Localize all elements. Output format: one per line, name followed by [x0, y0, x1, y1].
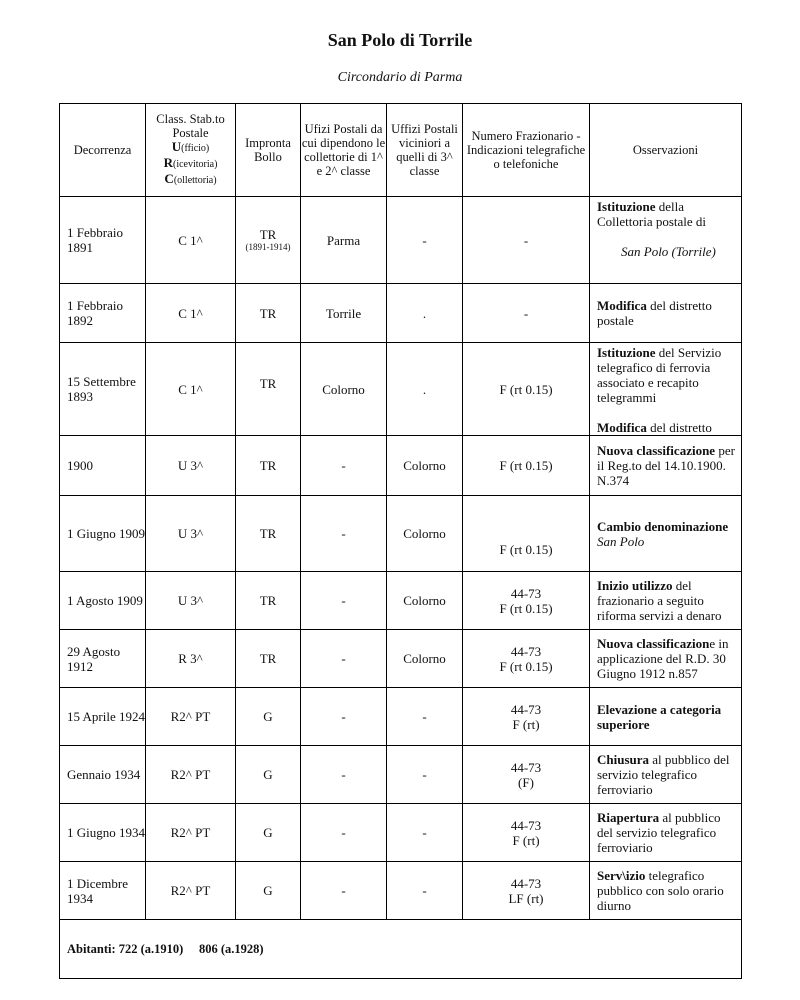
cell-ufizi: [301, 343, 387, 436]
cell-classe: [146, 804, 236, 862]
cell-decorrenza: [60, 197, 146, 284]
header-classe-u: [146, 140, 235, 156]
obs-text: telegrafico pubblico con solo orario diurno: [597, 868, 724, 913]
cell-uffizi: [387, 746, 463, 804]
cell-classe: [146, 284, 236, 343]
cell-osservazioni: [590, 343, 742, 436]
cell-ufizi: [301, 496, 387, 572]
cell-classe: [146, 197, 236, 284]
header-classe-r-rest: (icevitoria): [172, 159, 218, 170]
impronta-text: TR: [259, 227, 277, 242]
table-body: [60, 197, 742, 920]
table-row: [60, 862, 742, 920]
obs-text: e in applicazione del R.D. 30 Giugno 1912 n.857: [597, 636, 729, 681]
classe-text: R 3^: [178, 651, 203, 666]
numero-line1: 44-73: [510, 817, 542, 833]
table-row: [60, 572, 742, 630]
header-numero: Numero Frazionario - Indicazioni telegrafiche o telefoniche: [463, 104, 590, 197]
cell-ufizi: [301, 862, 387, 920]
ufizi-text: Colorno: [322, 381, 365, 397]
ufizi-text: -: [341, 883, 346, 898]
obs-bold-text: Nuova classificazione: [597, 443, 716, 458]
impronta-text: TR: [259, 526, 277, 541]
classe-text: U 3^: [177, 526, 204, 541]
numero-line1: 44-73: [510, 759, 542, 775]
cell-osservazioni: [590, 197, 742, 284]
impronta-note: (1891-1914): [245, 242, 291, 252]
obs-bold-text: Nuova classificazion: [597, 636, 710, 651]
obs-bold-text: Chiusura: [597, 752, 650, 767]
classe-text: R2^ PT: [170, 709, 211, 724]
header-classe-u-rest: (fficio): [181, 143, 210, 154]
cell-decorrenza: [60, 284, 146, 343]
cell-impronta: [236, 197, 301, 284]
obs-text: del Servizio telegrafico di ferrovia associato e recapito telegrammi: [597, 345, 722, 405]
header-osservazioni: Osservazioni: [590, 104, 742, 197]
cell-uffizi: [387, 284, 463, 343]
cell-numero: [463, 630, 590, 688]
header-classe: [146, 104, 236, 197]
page-subtitle: Circondario di Parma: [337, 70, 463, 85]
cell-decorrenza: [60, 688, 146, 746]
cell-osservazioni: [590, 496, 742, 572]
impronta-text: TR: [259, 593, 277, 608]
header-uffizi: Uffizi Postali viciniori a quelli di 3^ classe: [387, 104, 463, 197]
cell-classe: [146, 436, 236, 496]
numero-line1: 44-73: [510, 585, 542, 601]
cell-classe: [146, 572, 236, 630]
ufizi-text: -: [341, 458, 346, 473]
cell-numero: [463, 804, 590, 862]
numero-line1: -: [523, 305, 529, 321]
decorrenza-text: 1 Giugno 1934: [67, 825, 145, 840]
uffizi-text: .: [422, 381, 427, 397]
cell-uffizi: [387, 343, 463, 436]
obs-text-2: del distretto: [646, 420, 712, 435]
cell-impronta: [236, 436, 301, 496]
uffizi-text: Colorno: [403, 526, 446, 541]
decorrenza-text: 15 Settembre 1893: [67, 374, 136, 404]
cell-impronta: [236, 804, 301, 862]
cell-decorrenza: [60, 496, 146, 572]
ufizi-text: Parma: [326, 232, 361, 248]
cell-classe: [146, 862, 236, 920]
classe-text: R2^ PT: [170, 883, 211, 898]
uffizi-text: -: [422, 883, 427, 898]
uffizi-text: -: [422, 232, 427, 248]
header-classe-line1: Class. Stab.to: [156, 112, 225, 126]
obs-bold-text: Istituzione: [597, 345, 656, 360]
cell-numero: [463, 862, 590, 920]
cell-osservazioni: [590, 284, 742, 343]
obs-text: del frazionario a seguito riforma servizi a denaro: [597, 578, 722, 623]
obs-bold-text: Modifica: [597, 298, 647, 313]
footer-row: [60, 920, 742, 979]
header-classe-c: [146, 172, 235, 188]
cell-ufizi: [301, 804, 387, 862]
cell-uffizi: [387, 862, 463, 920]
ufizi-text: -: [341, 767, 346, 782]
cell-decorrenza: [60, 862, 146, 920]
uffizi-text: -: [422, 709, 427, 724]
obs-bold-text: Cambio denominazione: [597, 518, 729, 534]
impronta-text: TR: [259, 651, 277, 666]
cell-impronta: [236, 746, 301, 804]
cell-uffizi: [387, 496, 463, 572]
cell-impronta: [236, 630, 301, 688]
table-row: [60, 630, 742, 688]
obs-bold-text: Elevazione a categoria superiore: [597, 701, 722, 732]
cell-osservazioni: [590, 862, 742, 920]
ufizi-text: -: [341, 825, 346, 840]
cell-uffizi: [387, 197, 463, 284]
cell-impronta: [236, 572, 301, 630]
header-classe-c-letter: C: [164, 171, 174, 186]
decorrenza-text: 1 Agosto 1909: [67, 593, 143, 608]
cell-uffizi: [387, 436, 463, 496]
cell-uffizi: [387, 572, 463, 630]
uffizi-text: -: [422, 825, 427, 840]
cell-uffizi: [387, 804, 463, 862]
header-ufizi: Ufizi Postali da cui dipendono le collettorie di 1^ e 2^ classe: [301, 104, 387, 197]
numero-line1: 44-73: [510, 701, 542, 717]
ufizi-text: -: [341, 651, 346, 666]
abitanti-cell: [60, 920, 742, 979]
ufizi-text: -: [341, 526, 346, 541]
decorrenza-text: Gennaio 1934: [67, 767, 141, 782]
decorrenza-text: 15 Aprile 1924: [67, 709, 145, 724]
obs-text: della Collettoria postale di: [597, 199, 707, 229]
header-classe-c-rest: (ollettoria): [173, 175, 217, 186]
numero-line1: -: [523, 232, 529, 248]
decorrenza-text: 1900: [67, 458, 93, 473]
ufizi-text: -: [341, 593, 346, 608]
table-row: [60, 284, 742, 343]
obs-bold-text: Riapertura: [597, 810, 660, 825]
cell-classe: [146, 496, 236, 572]
numero-line2: F (rt): [512, 832, 540, 848]
cell-classe: [146, 343, 236, 436]
numero-line2: LF (rt): [508, 890, 544, 906]
impronta-text: G: [263, 825, 273, 840]
uffizi-text: Colorno: [403, 593, 446, 608]
cell-osservazioni: [590, 688, 742, 746]
decorrenza-text: 1 Febbraio 1892: [67, 298, 123, 328]
cell-osservazioni: [590, 804, 742, 862]
cell-numero: [463, 436, 590, 496]
cell-osservazioni: [590, 746, 742, 804]
table-row: [60, 746, 742, 804]
table-row: [60, 496, 742, 572]
impronta-text: TR: [259, 458, 277, 473]
cell-decorrenza: [60, 572, 146, 630]
ufizi-text: -: [341, 709, 346, 724]
cell-numero: [463, 197, 590, 284]
cell-osservazioni: [590, 630, 742, 688]
table-row: [60, 804, 742, 862]
table-row: [60, 436, 742, 496]
cell-ufizi: [301, 436, 387, 496]
header-classe-r: [146, 156, 235, 172]
classe-text: C 1^: [178, 381, 203, 397]
cell-numero: [463, 572, 590, 630]
obs-italic-text: San Polo (Torrile): [621, 244, 716, 259]
numero-line2: F (rt 0.15): [499, 600, 553, 616]
uffizi-text: -: [422, 767, 427, 782]
header-row: [60, 104, 742, 197]
cell-ufizi: [301, 572, 387, 630]
cell-decorrenza: [60, 630, 146, 688]
cell-impronta: [236, 343, 301, 436]
header-classe-r-letter: R: [163, 155, 173, 170]
numero-line1: F (rt 0.15): [499, 381, 553, 397]
uffizi-text: Colorno: [403, 458, 446, 473]
classe-text: R2^ PT: [170, 767, 211, 782]
cell-uffizi: [387, 630, 463, 688]
decorrenza-text: 1 Febbraio 1891: [67, 225, 123, 255]
obs-italic-text: San Polo: [597, 533, 645, 549]
decorrenza-text: 1 Giugno 1909: [67, 526, 145, 541]
uffizi-text: .: [422, 305, 427, 321]
obs-text: del distretto postale: [597, 298, 712, 328]
cell-numero: [463, 746, 590, 804]
cell-decorrenza: [60, 804, 146, 862]
table-row: [60, 343, 742, 436]
cell-decorrenza: [60, 436, 146, 496]
obs-bold-text: Istituzione: [597, 199, 656, 214]
classe-text: R2^ PT: [170, 825, 211, 840]
cell-impronta: [236, 862, 301, 920]
header-classe-line2: Postale: [172, 126, 209, 140]
classe-text: C 1^: [178, 305, 203, 321]
cell-osservazioni: [590, 436, 742, 496]
cell-decorrenza: [60, 343, 146, 436]
cell-classe: [146, 630, 236, 688]
cell-decorrenza: [60, 746, 146, 804]
numero-line1: F (rt 0.15): [499, 542, 553, 557]
numero-line2: F (rt 0.15): [499, 658, 553, 674]
cell-numero: [463, 284, 590, 343]
abitanti-1910: Abitanti: 722 (a.1910): [67, 941, 184, 956]
cell-numero: [463, 496, 590, 572]
table-row: [60, 688, 742, 746]
impronta-text: G: [263, 709, 273, 724]
cell-uffizi: [387, 688, 463, 746]
cell-ufizi: [301, 746, 387, 804]
abitanti-1928: 806 (a.1928): [198, 941, 264, 956]
impronta-text: TR: [259, 376, 277, 391]
table-row: [60, 197, 742, 284]
classe-text: C 1^: [178, 232, 203, 248]
history-table: [59, 103, 742, 979]
numero-line1: F (rt 0.15): [499, 458, 553, 473]
cell-impronta: [236, 688, 301, 746]
obs-bold-text: Inizio utilizzo: [597, 578, 673, 593]
impronta-text: TR: [259, 305, 277, 321]
obs-text: al pubblico del servizio telegrafico ferroviario: [597, 752, 730, 797]
cell-osservazioni: [590, 572, 742, 630]
page-title: San Polo di Torrile: [327, 30, 473, 50]
cell-numero: [463, 343, 590, 436]
impronta-text: G: [263, 767, 273, 782]
cell-ufizi: [301, 284, 387, 343]
numero-line2: F (rt): [512, 716, 540, 732]
cell-ufizi: [301, 197, 387, 284]
cell-ufizi: [301, 688, 387, 746]
obs-bold-text: Serv\izio: [597, 868, 646, 883]
header-decorrenza: Decorrenza: [60, 104, 146, 197]
classe-text: U 3^: [177, 593, 204, 608]
header-impronta: Impronta Bollo: [236, 104, 301, 197]
decorrenza-text: 1 Dicembre 1934: [67, 875, 129, 906]
decorrenza-text: 29 Agosto 1912: [67, 643, 121, 674]
cell-impronta: [236, 496, 301, 572]
uffizi-text: Colorno: [403, 651, 446, 666]
classe-text: U 3^: [177, 458, 204, 473]
ufizi-text: Torrile: [325, 305, 362, 321]
cell-numero: [463, 688, 590, 746]
numero-line2: (F): [518, 774, 534, 790]
numero-line1: 44-73: [510, 875, 542, 891]
cell-impronta: [236, 284, 301, 343]
obs-bold-text-2: Modifica: [597, 420, 647, 435]
impronta-text: G: [263, 883, 273, 898]
header-classe-u-letter: U: [171, 139, 182, 154]
obs-text: per il Reg.to del 14.10.1900. N.374: [597, 443, 735, 488]
cell-classe: [146, 688, 236, 746]
numero-line1: 44-73: [510, 643, 542, 659]
cell-classe: [146, 746, 236, 804]
cell-ufizi: [301, 630, 387, 688]
obs-text: al pubblico del servizio telegrafico ferroviario: [597, 810, 721, 855]
